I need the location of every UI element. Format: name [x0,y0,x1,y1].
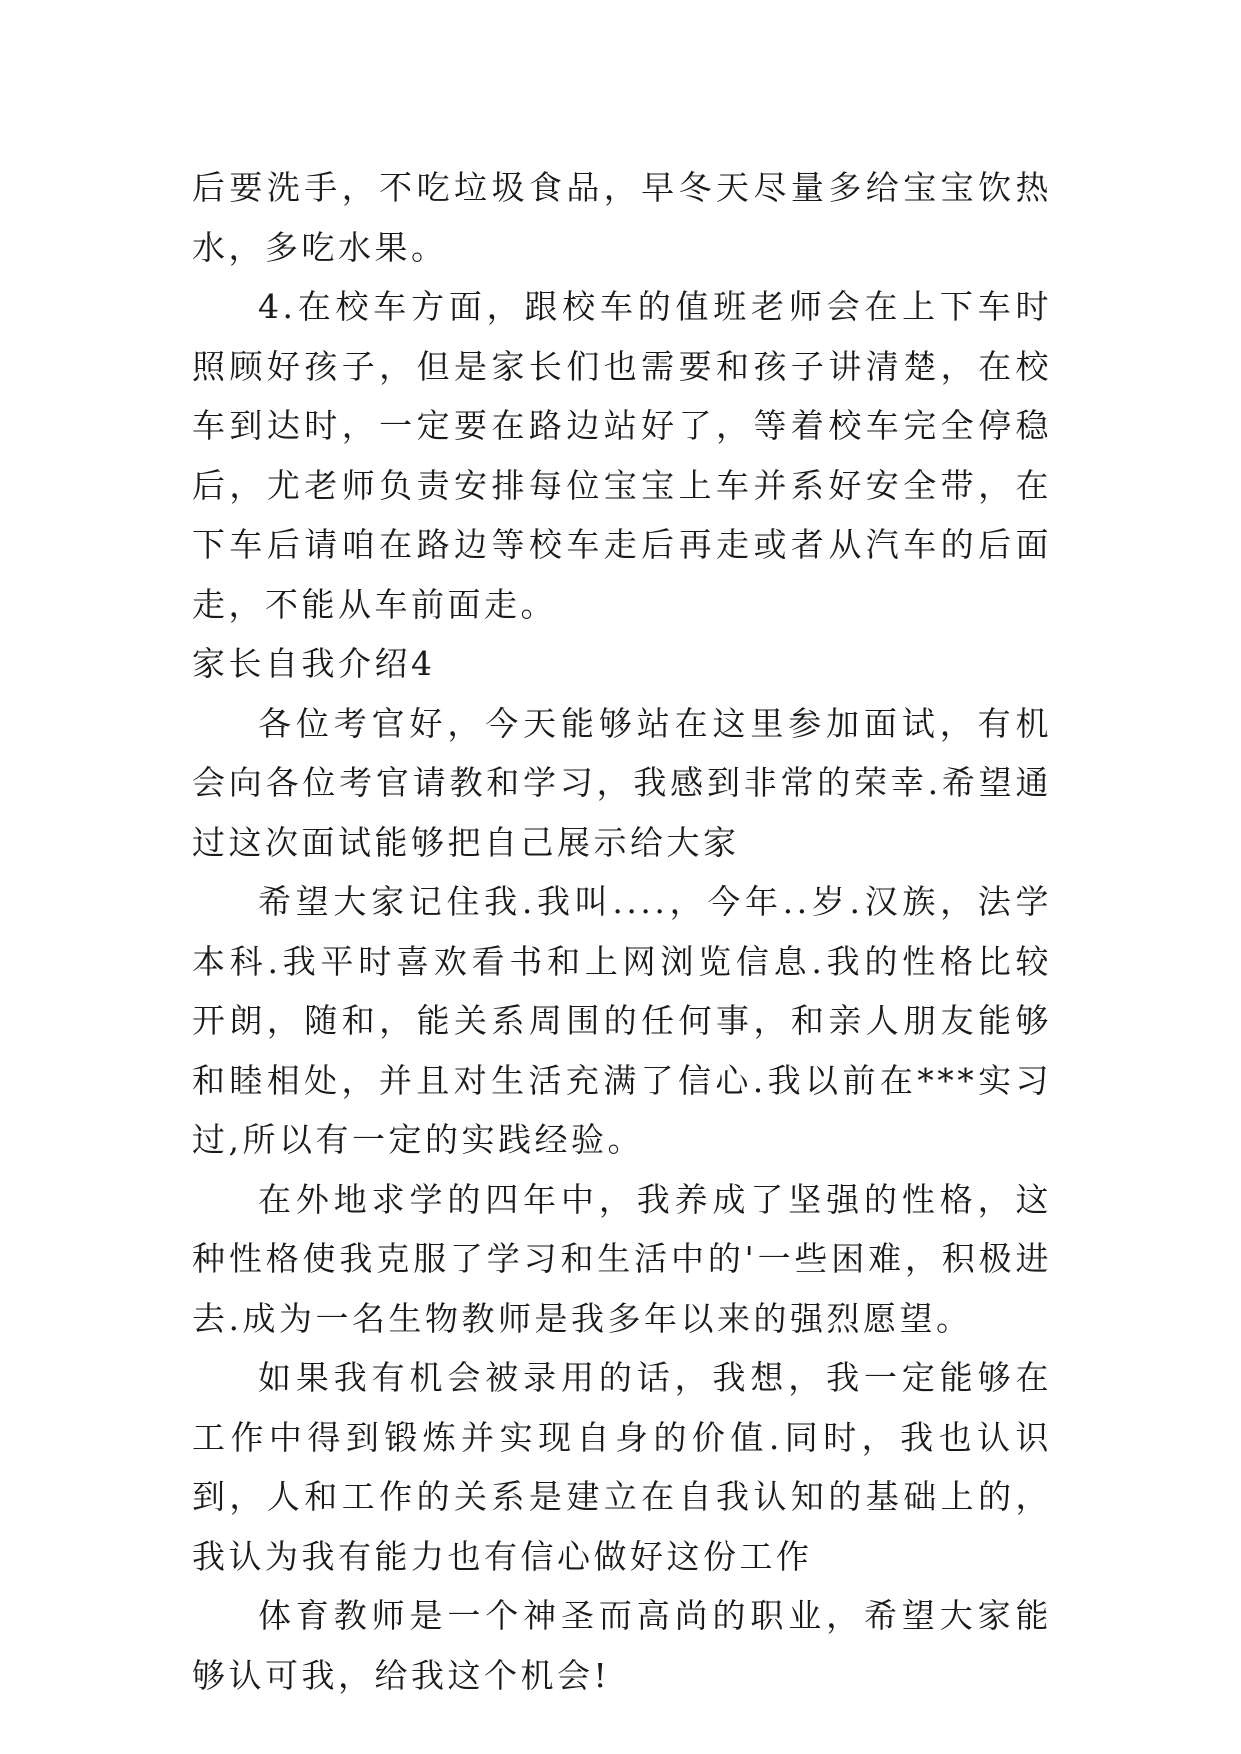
paragraph-school-bus: 4.在校车方面，跟校车的值班老师会在上下车时照顾好孩子，但是家长们也需要和孩子讲清楚，在校车到达时，一定要在路边站好了，等着校车完全停稳后，尤老师负责安排每位宝宝上车并系好安全带，在下车后请咱在路边等校车走后再走或者从汽车的后面走，不能从车前面走。 [192,287,1052,624]
paragraph-study-years: 在外地求学的四年中，我养成了坚强的性格，这种性格使我克服了学习和生活中的'一些困难，积极进去.成为一名生物教师是我多年以来的强烈愿望。 [192,1179,1052,1338]
section-heading: 家长自我介绍4 [192,644,436,683]
paragraph-self-intro: 希望大家记住我.我叫....，今年..岁.汉族，法学本科.我平时喜欢看书和上网浏览信息.我的性格比较开朗，随和，能关系周围的任何事，和亲人朋友能够和睦相处，并且对生活充满了信心.我以前在***实习过,所以有一定的实践经验。 [192,882,1052,1159]
paragraph-continued: 后要洗手，不吃垃圾食品，早冬天尽量多给宝宝饮热水，多吃水果。 [192,168,1052,267]
paragraph-greeting: 各位考官好，今天能够站在这里参加面试，有机会向各位考官请教和学习，我感到非常的荣幸.希望通过这次面试能够把自己展示给大家 [192,703,1052,862]
document-body [192,158,1052,1705]
paragraph-closing: 体育教师是一个神圣而高尚的职业，希望大家能够认可我，给我这个机会! [192,1596,1052,1695]
paragraph-employment: 如果我有机会被录用的话，我想，我一定能够在工作中得到锻炼并实现自身的价值.同时，我也认识到，人和工作的关系是建立在自我认知的基础上的，我认为我有能力也有信心做好这份工作 [192,1358,1052,1576]
